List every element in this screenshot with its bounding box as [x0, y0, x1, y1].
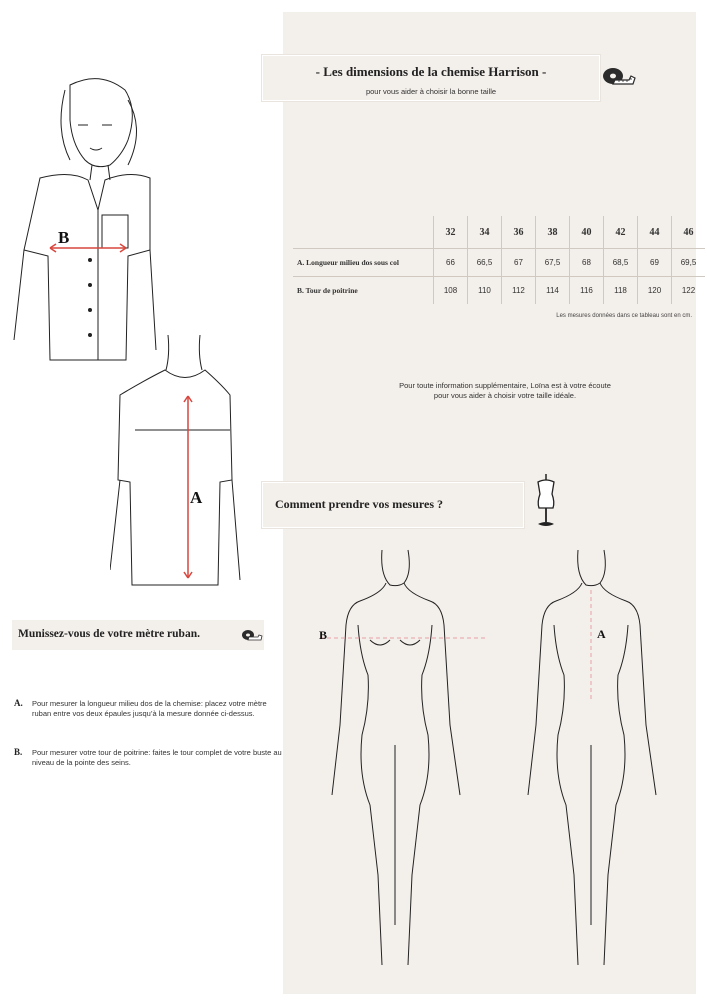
info-line-2: pour vous aider à choisir votre taille idéale.: [433, 391, 577, 400]
info-line-1: Pour toute information supplémentaire, Loïna est à votre écoute: [399, 381, 611, 390]
table-cell: 69,5: [672, 249, 706, 277]
instruction-letter: A.: [14, 698, 23, 708]
size-col-header: 38: [536, 216, 570, 249]
size-header-row: [293, 216, 705, 249]
back-label-a: A: [190, 488, 203, 507]
table-cell: 66,5: [468, 249, 502, 277]
table-cell: 66: [434, 249, 468, 277]
size-table: [293, 216, 705, 304]
instruction-b: [14, 748, 284, 768]
how-to-title: Comment prendre vos mesures ?: [275, 497, 443, 511]
page-subtitle: pour vous aider à choisir la bonne taille: [365, 87, 497, 96]
shirt-back-sketch: [110, 330, 250, 600]
table-row: [293, 249, 705, 277]
front-label-b: B: [58, 228, 70, 247]
instruction-text: Pour mesurer votre tour de poitrine: faites le tour complet de votre buste au niveau de la pointe des seins.: [32, 748, 282, 767]
size-col-header: 44: [638, 216, 672, 249]
size-col-header: 40: [570, 216, 604, 249]
table-note: Les mesures données dans ce tableau sont en cm.: [556, 313, 692, 319]
table-cell: 120: [638, 277, 672, 305]
page-title: - Les dimensions de la chemise Harrison -: [315, 64, 547, 79]
size-col-header: 34: [468, 216, 502, 249]
table-cell: 67: [502, 249, 536, 277]
table-cell: 116: [570, 277, 604, 305]
row-label: A. Longueur milieu dos sous col: [293, 249, 434, 277]
table-row: [293, 277, 705, 305]
instruction-letter: B.: [14, 747, 23, 757]
measuring-tape-icon: [241, 628, 263, 642]
table-cell: 68: [570, 249, 604, 277]
table-cell: 118: [604, 277, 638, 305]
size-col-header: 36: [502, 216, 536, 249]
tape-box: [12, 620, 264, 650]
instruction-a: [14, 699, 284, 719]
table-corner: [293, 216, 434, 249]
table-cell: 67,5: [536, 249, 570, 277]
size-col-header: 42: [604, 216, 638, 249]
tape-title: Munissez-vous de votre mètre ruban.: [18, 628, 200, 640]
table-cell: 110: [468, 277, 502, 305]
table-cell: 114: [536, 277, 570, 305]
table-cell: 122: [672, 277, 706, 305]
body-label-a: A: [597, 627, 606, 641]
title-box: [262, 55, 600, 101]
info-text: [340, 381, 670, 401]
table-cell: 112: [502, 277, 536, 305]
table-cell: 108: [434, 277, 468, 305]
how-to-box: [262, 482, 524, 528]
size-col-header: 46: [672, 216, 706, 249]
table-cell: 68,5: [604, 249, 638, 277]
measuring-tape-icon: [601, 64, 637, 90]
size-col-header: 32: [434, 216, 468, 249]
instruction-text: Pour mesurer la longueur milieu dos de la chemise: placez votre mètre ruban entre vos deux épaules jusqu’à la mesure donnée ci-dessus.: [32, 699, 267, 718]
body-front-figure: [320, 545, 490, 985]
row-label: B. Tour de poitrine: [293, 277, 434, 305]
mannequin-icon: [531, 472, 561, 530]
body-label-b: B: [319, 628, 328, 642]
body-back-figure: [520, 545, 670, 985]
table-cell: 69: [638, 249, 672, 277]
